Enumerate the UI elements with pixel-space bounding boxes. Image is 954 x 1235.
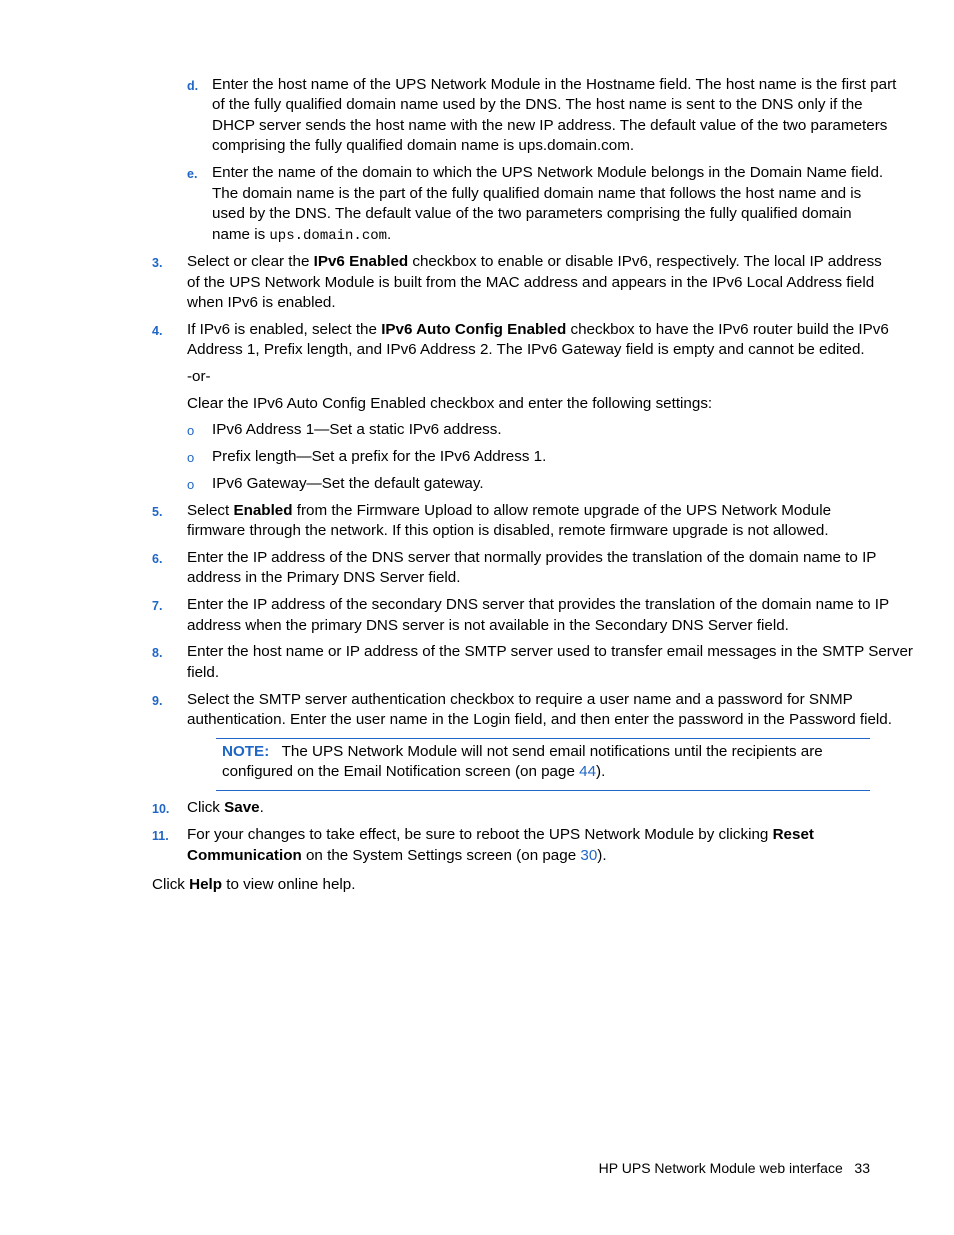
step-9-marker: 9. — [152, 694, 163, 708]
step-11-text-end: ). — [597, 847, 607, 864]
note-line-2 — [222, 762, 605, 783]
page-44-link[interactable]: 44 — [579, 763, 597, 780]
step-11-line-2 — [187, 846, 607, 867]
step-3-line-1 — [187, 252, 882, 273]
step-7-line-1: Enter the IP address of the secondary DNS server that provides the translation of the domain name to IP — [187, 596, 890, 613]
closing-line — [152, 875, 355, 896]
substep-d-marker: d. — [187, 79, 199, 93]
step-8-line-1: Enter the host name or IP address of the SMTP server used to transfer email messages in the SMTP Server — [187, 643, 913, 660]
footer-title: HP UPS Network Module web interface — [598, 1160, 843, 1176]
substep-e-marker: e. — [187, 167, 198, 181]
bullet-item: Prefix length—Set a prefix for the IPv6 Address 1. — [212, 448, 547, 465]
step-4-marker: 4. — [152, 324, 163, 338]
note-label: NOTE: — [222, 743, 270, 760]
step-7-line-2: address when the primary DNS server is not available in the Secondary DNS Server field. — [187, 617, 789, 634]
ipv6-enabled-term: IPv6 Enabled — [313, 253, 409, 270]
step-9-line-1: Select the SMTP server authentication checkbox to require a user name and a password for SNMP — [187, 691, 853, 708]
step-11-text: For your changes to take effect, be sure to reboot the UPS Network Module by clicking — [187, 826, 773, 843]
closing-text-end: to view online help. — [222, 876, 356, 893]
step-11-line-1 — [187, 825, 814, 846]
step-3-text-cont: checkbox to enable or disable IPv6, respectively. The local IP address — [408, 253, 882, 270]
reset-term: Reset — [772, 826, 814, 843]
page-footer — [599, 1158, 870, 1179]
page-30-link[interactable]: 30 — [580, 847, 598, 864]
bullet-marker: o — [187, 450, 195, 465]
step-7-marker: 7. — [152, 599, 163, 613]
note-text: The UPS Network Module will not send email notifications until the recipients are — [281, 743, 823, 760]
step-3-marker: 3. — [152, 256, 163, 270]
step-4-line-2: Address 1, Prefix length, and IPv6 Address 2. The IPv6 Gateway field is empty and cannot be edited. — [187, 341, 865, 358]
substep-e-line-4-suffix: . — [387, 226, 392, 243]
ipv6-auto-config-term: IPv6 Auto Config Enabled — [381, 321, 567, 338]
step-3-line-3: when IPv6 is enabled. — [187, 294, 336, 311]
note-text-cont: configured on the Email Notification screen (on page — [222, 763, 580, 780]
save-term: Save — [224, 799, 260, 816]
bullet-item: IPv6 Address 1—Set a static IPv6 address. — [212, 421, 502, 438]
closing-text: Click — [152, 876, 190, 893]
substep-e-line-4-text: name is — [212, 226, 270, 243]
bullet-marker: o — [187, 477, 195, 492]
step-6-line-2: address in the Primary DNS Server field. — [187, 569, 461, 586]
step-10-text-end: . — [259, 799, 264, 816]
substep-d-line-4: comprising the fully qualified domain name is ups.domain.com. — [212, 137, 635, 154]
step-4-text: If IPv6 is enabled, select the — [187, 321, 382, 338]
substep-e-line-1: Enter the name of the domain to which the UPS Network Module belongs in the Domain Name field. — [212, 164, 884, 181]
enabled-term: Enabled — [233, 502, 293, 519]
step-8-line-2: field. — [187, 664, 220, 681]
substep-e-line-4 — [212, 225, 391, 247]
step-4-clear: Clear the IPv6 Auto Config Enabled checkbox and enter the following settings: — [187, 395, 713, 412]
step-9-line-2: authentication. Enter the user name in the Login field, and then enter the password in the Password field. — [187, 711, 892, 728]
communication-term: Communication — [187, 847, 302, 864]
substep-e-line-3: used by the DNS. The default value of the two parameters comprising the fully qualified domain — [212, 205, 852, 222]
substep-e-line-2: The domain name is the part of the fully qualified domain name that follows the host name and is — [212, 185, 862, 202]
step-4-line-1 — [187, 320, 889, 341]
page-number: 33 — [854, 1160, 870, 1176]
step-4-text-cont: checkbox to have the IPv6 router build the IPv6 — [566, 321, 889, 338]
step-5-text: Select — [187, 502, 234, 519]
step-6-line-1: Enter the IP address of the DNS server that normally provides the translation of the domain name to IP — [187, 549, 877, 566]
step-5-line-1 — [187, 501, 831, 522]
substep-d-line-3: DHCP server sends the host name with the new IP address. The default value of the two parameters — [212, 117, 888, 134]
help-term: Help — [189, 876, 223, 893]
step-3-line-2: of the UPS Network Module is built from the MAC address and appears in the IPv6 Local Address field — [187, 274, 875, 291]
step-3-text: Select or clear the — [187, 253, 314, 270]
bullet-marker: o — [187, 423, 195, 438]
step-8-marker: 8. — [152, 646, 163, 660]
step-4-or: -or- — [187, 368, 211, 385]
step-5-marker: 5. — [152, 505, 163, 519]
substep-d-line-1: Enter the host name of the UPS Network Module in the Hostname field. The host name is the first part — [212, 76, 897, 93]
step-5-line-2: firmware through the network. If this option is disabled, remote firmware upgrade is not allowed. — [187, 522, 829, 539]
bullet-item: IPv6 Gateway—Set the default gateway. — [212, 475, 484, 492]
note-line-1 — [222, 742, 823, 763]
substep-d-line-2: of the fully qualified domain name used by the DNS. The host name is sent to the DNS only if the — [212, 96, 863, 113]
step-10-line-1 — [187, 798, 264, 819]
step-5-text-cont: from the Firmware Upload to allow remote upgrade of the UPS Network Module — [292, 502, 832, 519]
step-10-text: Click — [187, 799, 225, 816]
domain-code: ups.domain.com — [269, 228, 388, 244]
step-6-marker: 6. — [152, 552, 163, 566]
step-11-marker: 11. — [152, 829, 169, 843]
note-text-end: ). — [596, 763, 606, 780]
step-11-text-cont: on the System Settings screen (on page — [301, 847, 581, 864]
step-10-marker: 10. — [152, 802, 170, 816]
